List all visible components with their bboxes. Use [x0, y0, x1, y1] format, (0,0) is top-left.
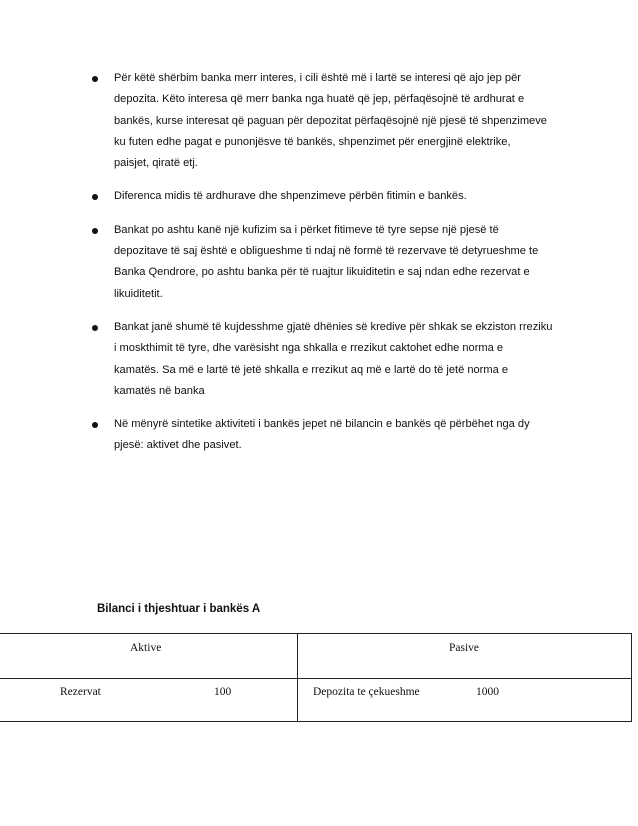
bullet-item — [0, 414, 638, 457]
bullet-dot-icon — [92, 228, 98, 234]
text-line: Për këtë shërbim banka merr interes, i cili është më i lartë se interesi që ajo jep për — [114, 72, 521, 84]
bullet-item — [0, 68, 638, 174]
bullet-dot-icon — [92, 325, 98, 331]
bullet-text — [114, 68, 584, 174]
text-line: Bankat po ashtu kanë një kufizim sa i përket fitimeve të tyre sepse një pjesë të — [114, 223, 499, 236]
text-line: depozitave të saj është e obligueshme ti ndaj në formë të rezervave të detyrueshme te — [114, 245, 539, 258]
aktive-item-value: 100 — [214, 686, 232, 698]
aktive-item-label: Rezervat — [60, 686, 101, 698]
pasive-item-value: 1000 — [476, 686, 499, 698]
row-divider — [0, 678, 631, 679]
text-line: Në mënyrë sintetike aktiviteti i bankës jepet në bilancin e bankës që përbëhet nga dy — [114, 418, 530, 431]
text-line: paisjet, qiratë etj. — [114, 157, 198, 170]
text-line: Bankat janë shumë të kujdesshme gjatë dhënies së kredive për shkak se ekziston rreziku — [114, 320, 553, 333]
bullet-text — [114, 186, 584, 207]
text-line: likuiditetit. — [114, 287, 163, 300]
bullet-item — [0, 317, 638, 402]
text-line: kamatës. Sa më e lartë të jetë shkalla e rrezikut aq më e lartë do të jetë norma e — [114, 363, 509, 376]
table-caption: Bilanci i thjeshtuar i bankës A — [97, 603, 261, 615]
text-line: bankës, kurse interesat që paguan për depozitat përfaqësojnë një pjesë të shpenzimeve — [114, 114, 547, 127]
text-line: depozita. Këto interesa që merr banka nga huatë që jep, përfaqësojnë të ardhurat e — [114, 93, 525, 106]
bullet-item — [0, 186, 638, 207]
text-line: i moskthimit të tyre, dhe varësisht nga shkalla e rrezikut caktohet edhe norma e — [114, 342, 504, 355]
text-line: Diferenca midis të ardhurave dhe shpenzimeve përbën fitimin e bankës. — [114, 190, 467, 203]
header-aktive: Aktive — [130, 642, 162, 654]
bullet-dot-icon — [92, 76, 98, 82]
bullet-list — [0, 68, 638, 469]
bullet-item — [0, 220, 638, 305]
text-line: pjesë: aktivet dhe pasivet. — [114, 439, 242, 452]
balance-sheet-table — [0, 633, 632, 722]
bullet-text — [114, 220, 584, 305]
text-line: Banka Qendrore, po ashtu banka për të ruajtur likuiditetin e saj ndan edhe rezervat e — [114, 266, 530, 279]
text-line: kamatës në banka — [114, 384, 205, 397]
pasive-item-label: Depozita te çekueshme — [313, 686, 420, 698]
bullet-text — [114, 414, 584, 457]
bullet-text — [114, 317, 584, 402]
bullet-dot-icon — [92, 194, 98, 200]
bullet-dot-icon — [92, 422, 98, 428]
text-line: ku futen edhe pagat e punonjësve të bankës, shpenzimet për energjinë elektrike, — [114, 135, 511, 148]
header-pasive: Pasive — [449, 642, 480, 654]
